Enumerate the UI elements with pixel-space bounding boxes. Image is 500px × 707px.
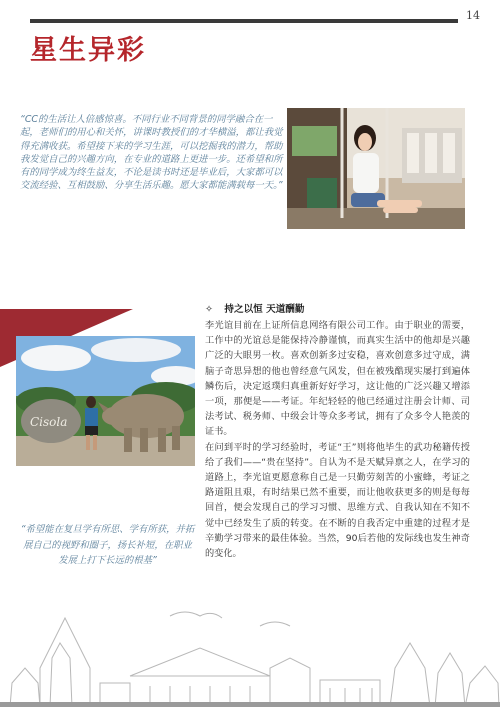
photo-student-on-swing [287, 108, 465, 229]
section-heading-text: 持之以恒 天道酬勤 [224, 304, 305, 315]
article-paragraph: 在问到平时的学习经验时，考证“王”则将他毕生的武功秘籍传授给了我们——“贵在坚持”。自认为不是天赋异禀之人，在学习的道路上，李光谊更愿意称自己是一只勤劳刻苦的小蜜蜂，考证之路道阻且艰，有时结果已然不重要，而让他收获更多的则是每每回首，便会发现自己的学习习惯、思维方式、自我认知在不知不觉中已经发生了质的转变。在不断的自我否定中重建的过程才是辛勤学习带来的最佳体验。当然，90后若他的发际线也发生神奇的变化。 [205, 441, 470, 560]
article-body [205, 318, 470, 561]
campus-skyline-illustration [0, 598, 500, 707]
cisola-sign-text: Cisola [30, 415, 68, 429]
article-paragraph: 李光谊目前在上证所信息网络有限公司工作。由于职业的需要，工作中的光谊总是能保持冷静谨慎，而真实生活中的他却是兴趣广泛的大眼男一枚。喜欢创新多过安稳，喜欢创意多过守成，满脑子奇思异想的他也曾经意气风发，但在被残酷现实屡打到遍体鳞伤后，决定返璞归真重新好好学习，这让他的广泛兴趣又增添一项，那便是——考证。年纪轻轻的他已经通过注册会计师、司法考试、税务师、中级会计等众多考试，拥有了众多令人艳羡的证书。 [205, 320, 470, 438]
section-heading [205, 301, 304, 315]
page-title: 星生异彩 [30, 35, 146, 66]
sparkle-icon: ✧ [205, 304, 214, 315]
page-number: 14 [466, 9, 480, 22]
photo-student-with-rhino-statue [16, 336, 195, 466]
quote-second-student: “希望能在复旦学有所思、学有所获，并拓展自己的视野和圈子，扬长补短，在职业发展上打下长远的根基” [20, 524, 195, 566]
quote-first-student: “CC的生活让人倍感惊喜。不同行业不同背景的同学融合在一起，老师们的用心和关怀，讲课时教授们的才华横溢，都让我觉得充满收获。希望接下来的学习生涯，可以挖掘我的潜力，帮助我发觉自己的兴趣方向，在专业的道路上更进一步。还希望和所有的同学成为终生益友，不论是读书时还是毕业后，大家都可以交流经验、互相鼓励、分享生活乐趣。愿大家都能满载每一天。” [20, 114, 283, 192]
header-rule [30, 19, 458, 23]
